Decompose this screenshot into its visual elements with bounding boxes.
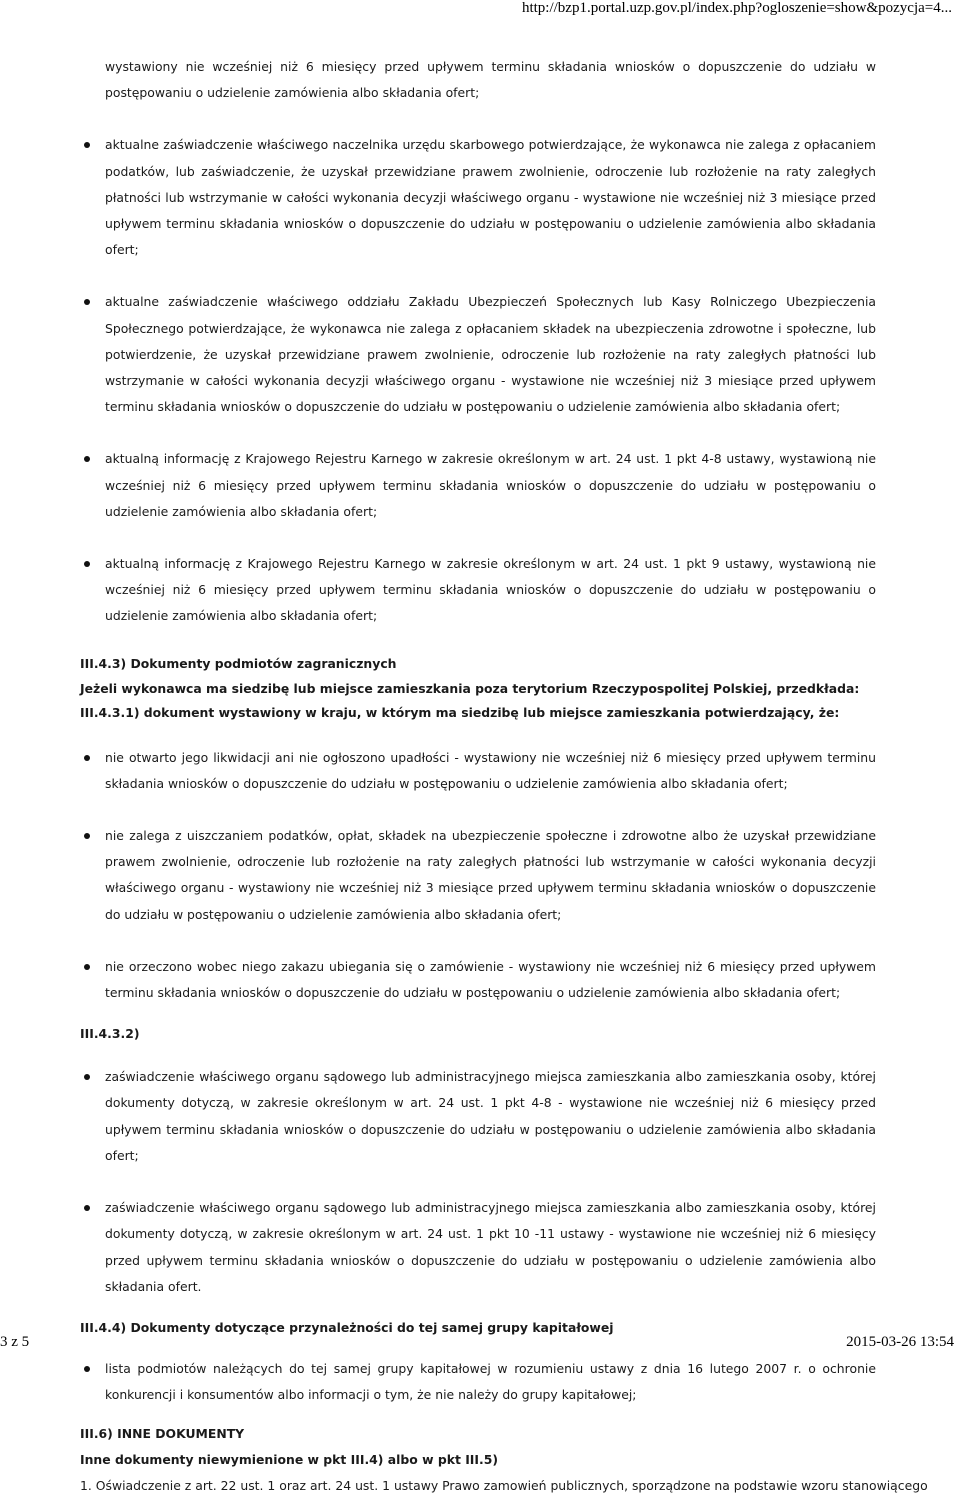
list-item: zaświadczenie właściwego organu sądowego lub administracyjnego miejsca zamieszkania albo zamieszkania osoby, której dokumenty dotyczą, w zakresie określonym w art. 24 ust. 1 pkt 4-8 - wystawione nie wcześniej niż 6 miesięcy przed upływem terminu składania wniosków o dopuszczenie do udziału w postępowaniu o udzielenie zamówienia albo składania ofert; xyxy=(80,1064,876,1169)
page-number: 3 z 5 xyxy=(0,1334,30,1350)
section-subheading-III-6: Inne dokumenty niewymienione w pkt III.4) albo w pkt III.5) xyxy=(80,1452,499,1468)
section-heading-III-6: III.6) INNE DOKUMENTY xyxy=(80,1426,245,1442)
list-item: aktualną informację z Krajowego Rejestru Karnego w zakresie określonym w art. 24 ust. 1 pkt 9 ustawy, wystawioną nie wcześniej niż 6 miesięcy przed upływem terminu składania wniosków o dopuszczenie do udziału w postępowaniu o udzielenie zamówienia albo składania ofert; xyxy=(80,551,876,630)
section-heading-III-4-3-1: III.4.3.1) dokument wystawiony w kraju, w którym ma siedzibę lub miejsce zamieszkania potwierdzający, że: xyxy=(80,704,840,720)
paragraph-last-line: 1. Oświadczenie z art. 22 ust. 1 oraz art. 24 ust. 1 ustawy Prawo zamowień publicznych, sporządzone na podstawie wzoru stanowiącego xyxy=(80,1478,928,1494)
list-item: zaświadczenie właściwego organu sądowego lub administracyjnego miejsca zamieszkania albo zamieszkania osoby, której dokumenty dotyczą, w zakresie określonym w art. 24 ust. 1 pkt 10 -11 ustawy - wystawione nie wcześniej niż 6 miesięcy przed upływem terminu składania wniosków o dopuszczenie do udziału w postępowaniu o udzielenie zamówienia albo składania ofert. xyxy=(80,1195,876,1300)
list-item: nie orzeczono wobec niego zakazu ubiegania się o zamówienie - wystawiony nie wcześniej niż 6 miesięcy przed upływem terminu składania wniosków o dopuszczenie do udziału w postępowaniu o udzielenie zamówienia albo składania ofert; xyxy=(80,954,876,1006)
bullet-list-capital-group xyxy=(80,1356,876,1408)
list-item: nie zalega z uiszczaniem podatków, opłat, składek na ubezpieczenie społeczne i zdrowotne albo że uzyskał przewidziane prawem zwolnienie, odroczenie lub rozłożenie na raty zaległych płatności lub wstrzymanie w całości wykonania decyzji właściwego organu - wystawiony nie wcześniej niż 3 miesiące przed upływem terminu składania wniosków o dopuszczenie do udziału w postępowaniu o udzielenie zamówienia albo składania ofert; xyxy=(80,823,876,928)
list-item: aktualne zaświadczenie właściwego oddziału Zakładu Ubezpieczeń Społecznych lub Kasy Rolniczego Ubezpieczenia Społecznego potwierdzające, że wykonawca nie zalega z opłacaniem składek na ubezpieczenia zdrowotne i społeczne, lub potwierdzenie, że uzyskał przewidziane prawem zwolnienie, odroczenie lub rozłożenie na raty zaległych płatności lub wstrzymanie w całości wykonania decyzji właściwego organu - wystawione nie wcześniej niż 3 miesiące przed upływem terminu składania wniosków o dopuszczenie do udziału w postępowaniu o udzielenie zamówienia albo składania ofert; xyxy=(80,289,876,420)
list-item: nie otwarto jego likwidacji ani nie ogłoszono upadłości - wystawiony nie wcześniej niż 6 miesięcy przed upływem terminu składania wniosków o dopuszczenie do udziału w postępowaniu o udzielenie zamówienia albo składania ofert; xyxy=(80,745,876,797)
section-heading-III-4-3: III.4.3) Dokumenty podmiotów zagranicznych xyxy=(80,655,397,671)
bullet-list-court-certificates xyxy=(80,1064,876,1300)
print-datetime: 2015-03-26 13:54 xyxy=(846,1334,954,1350)
section-heading-III-4-4: III.4.4) Dokumenty dotyczące przynależności do tej samej grupy kapitałowej xyxy=(80,1319,614,1335)
section-heading-III-4-3-2: III.4.3.2) xyxy=(80,1026,140,1042)
list-item: aktualną informację z Krajowego Rejestru Karnego w zakresie określonym w art. 24 ust. 1 pkt 4-8 ustawy, wystawioną nie wcześniej niż 6 miesięcy przed upływem terminu składania wniosków o dopuszczenie do udziału w postępowaniu o udzielenie zamówienia albo składania ofert; xyxy=(80,446,876,525)
print-url-header: http://bzp1.portal.uzp.gov.pl/index.php?ogloszenie=show&pozycja=4... xyxy=(521,0,952,16)
list-item: aktualne zaświadczenie właściwego naczelnika urzędu skarbowego potwierdzające, że wykonawca nie zalega z opłacaniem podatków, lub zaświadczenie, że uzyskał przewidziane prawem zwolnienie, odroczenie lub rozłożenie na raty zaległych płatności lub wstrzymanie w całości wykonania decyzji właściwego organu - wystawione nie wcześniej niż 3 miesiące przed upływem terminu składania wniosków o dopuszczenie do udziału w postępowaniu o udzielenie zamówienia albo składania ofert; xyxy=(80,132,876,263)
list-item: lista podmiotów należących do tej samej grupy kapitałowej w rozumieniu ustawy z dnia 16 lutego 2007 r. o ochronie konkurencji i konsumentów albo informacji o tym, że nie należy do grupy kapitałowej; xyxy=(80,1356,876,1408)
list-item-continued: wystawiony nie wcześniej niż 6 miesięcy przed upływem terminu składania wniosków o dopuszczenie do udziału w postępowaniu o udzielenie zamówienia albo składania ofert; xyxy=(105,59,876,101)
section-subheading-III-4-3: Jeżeli wykonawca ma siedzibę lub miejsce zamieszkania poza terytorium Rzeczypospolitej Polskiej, przedkłada: xyxy=(80,680,860,696)
bullet-list-continued xyxy=(80,54,876,630)
bullet-list-foreign-docs xyxy=(80,745,876,1007)
